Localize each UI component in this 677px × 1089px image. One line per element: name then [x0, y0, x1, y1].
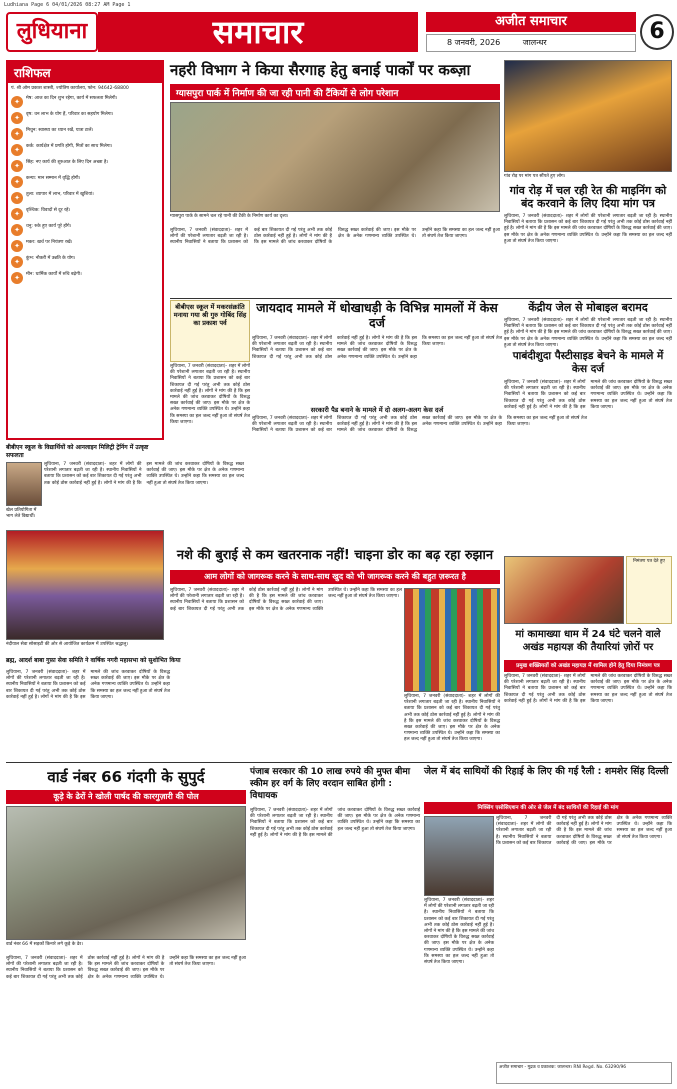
imprint-box	[496, 1062, 672, 1084]
rashifal-box	[6, 60, 164, 440]
masthead	[6, 12, 672, 54]
story5-body: लुधियाना, 7 जनवरी (संवाददाता)- शहर में लोगों की परेशानी लगातार बढ़ती जा रही है। स्थानीय निवासियों ने बताया कि प्रशासन को कई बार शिकायत दी गई परंतु अभी तक कोई ठोस कार्रवाई नहीं हुई है। लोगों ने मांग की है कि इस मामले की जांच करवाकर दोषियों के विरुद्ध सख्त कार्रवाई की जाए। इस मौके पर क्षेत्र के अनेक गणमान्य व्यक्ति उपस्थित थे। उन्होंने कहा कि समस्या का हल जल्द नहीं हुआ तो संघर्ष तेज किया जाएगा।	[504, 674, 672, 704]
meeting-photo	[504, 60, 672, 172]
rashifal-item-text: कर्क: कार्यक्षेत्र में प्रगति होगी, मित्रों का साथ मिलेगा।	[26, 144, 113, 149]
rashifal-item	[11, 144, 159, 156]
story1-subhead: ग्यासपुरा पार्क में निर्माण की जा रही पानी की टैंकियों से लोग परेशान	[170, 84, 500, 100]
rashifal-item-text: मिथुन: स्वास्थ्य का ध्यान रखें, यात्रा टालें।	[26, 128, 94, 133]
masthead-brand-block	[426, 12, 672, 54]
rashifal-intro: पं. श्री ओम प्रकाश शास्त्री, ज्योतिष कार्यालय, फोन: 94642-68800	[11, 86, 129, 91]
right-top-headline: गांव रोड़ में चल रही रेत की माइनिंग को बंद करवाने के लिए दिया मांग पत्र	[509, 184, 667, 210]
zodiac-icon: ✦	[11, 160, 23, 172]
story6-body: लुधियाना, 7 जनवरी (संवाददाता)- शहर में लोगों की परेशानी लगातार बढ़ती जा रही है। स्थानीय निवासियों ने बताया कि प्रशासन को कई बार शिकायत दी गई परंतु अभी तक कोई ठोस कार्रवाई नहीं हुई है। लोगों ने मांग की है कि इस मामले की जांच करवाकर दोषियों के विरुद्ध सख्त कार्रवाई की जाए। इस मौके पर क्षेत्र के अनेक गणमान्य व्यक्ति उपस्थित थे। उन्होंने कहा कि समस्या का हल जल्द नहीं हुआ तो संघर्ष तेज किया जाएगा।	[6, 956, 246, 980]
rashifal-item-text: वृष: धन लाभ के योग हैं, परिवार का सहयोग मिलेगा।	[26, 112, 114, 117]
right-top-headline2: केंद्रीय जेल से मोबाइल बरामद	[528, 301, 648, 314]
zodiac-icon: ✦	[11, 96, 23, 108]
story4-body: लुधियाना, 7 जनवरी (संवाददाता)- शहर में लोगों की परेशानी लगातार बढ़ती जा रही है। स्थानीय निवासियों ने बताया कि प्रशासन को कई बार शिकायत दी गई परंतु अभी तक कोई ठोस कार्रवाई नहीं हुई है। लोगों ने मांग की है कि इस मामले की जांच करवाकर दोषियों के विरुद्ध सख्त कार्रवाई की जाए। इस मौके पर क्षेत्र के अनेक गणमान्य व्यक्ति उपस्थित थे। उन्होंने कहा कि समस्या का हल जल्द नहीं हुआ तो संघर्ष तेज किया जाएगा।	[170, 588, 402, 612]
story4-headline: नशे की बुराई से कम खतरनाक नहीं! चाइना डोर का बढ़ रहा रुझान	[176, 548, 494, 563]
rashifal-item-text: सिंह: नए कार्य की शुरुआत के लिए दिन अच्छा है।	[26, 160, 109, 165]
zodiac-icon: ✦	[11, 256, 23, 268]
date-text: 8 जनवरी, 2026	[447, 38, 501, 47]
masthead-section-title: समाचार	[98, 12, 418, 52]
story8-subhead: मिक्सिंग एसोसिएशन की ओर से जेल में बंद साथियों की रिहाई की मांग	[424, 802, 672, 814]
rashifal-list	[11, 96, 159, 284]
story6-subhead: कूड़े के ढेरों ने खोली पार्षद की कारगुज़ारी की पोल	[6, 790, 246, 804]
zodiac-icon: ✦	[11, 112, 23, 124]
zodiac-icon: ✦	[11, 272, 23, 284]
page-topline: Ludhiana Page 6 04/01/2026 08:27 AM Page 1	[4, 2, 131, 8]
crowd-photo-caption: नंदीयाल सेवा सोसाइटी की ओर से आयोजित कार्यक्रम में उपस्थित श्रद्धालु।	[6, 642, 129, 647]
rashifal-item-text: मीन: धार्मिक कार्यों में रुचि बढ़ेगी।	[26, 272, 82, 277]
rashifal-item	[11, 256, 159, 268]
imprint-text: अजीत समाचार - मुद्रक व प्रकाशक: जालन्धर। RNI Regd. No. 63290/96	[499, 1065, 627, 1070]
story2-headline: जायदाद मामले में धोखाधड़ी के विभिन्न मामलों में केस दर्ज	[256, 300, 498, 330]
zodiac-icon: ✦	[11, 144, 23, 156]
garbage-photo-caption: वार्ड नंबर 66 में सड़कों किनारे लगे कूड़े के ढेर।	[6, 942, 84, 947]
rashifal-item	[11, 192, 159, 204]
left-mid-headline: बीबीएन स्कूल के विद्यार्थियों को आनलाइन मिलिट्री ट्रेनिंग में उत्कृष्ट सफलता	[6, 444, 149, 459]
rashifal-item	[11, 112, 159, 124]
rashifal-item-text: कुंभ: नौकरी में उन्नति के योग।	[26, 256, 76, 261]
rashifal-item-text: तुला: व्यापार में लाभ, परिवार में खुशियां।	[26, 192, 94, 197]
china-door-photo	[404, 588, 500, 692]
rashifal-item-text: मेष: आज का दिन शुभ रहेगा, कार्य में सफलता मिलेगी।	[26, 96, 118, 101]
crowd-body: लुधियाना, 7 जनवरी (संवाददाता)- शहर में लोगों की परेशानी लगातार बढ़ती जा रही है। स्थानीय निवासियों ने बताया कि प्रशासन को कई बार शिकायत दी गई परंतु अभी तक कोई ठोस कार्रवाई नहीं हुई है। लोगों ने मांग की है कि इस मामले की जांच करवाकर दोषियों के विरुद्ध सख्त कार्रवाई की जाए। इस मौके पर क्षेत्र के अनेक गणमान्य व्यक्ति उपस्थित थे। उन्होंने कहा कि समस्या का हल जल्द नहीं हुआ तो संघर्ष तेज किया जाएगा।	[6, 670, 170, 700]
invitation-photo	[504, 556, 624, 624]
story7-headline: पंजाब सरकार की 10 लाख रुपये की मुफ्त बीमा स्कीम हर वर्ग के लिए वरदान साबित होगी : विधायक	[250, 767, 411, 801]
story2-body2: लुधियाना, 7 जनवरी (संवाददाता)- शहर में लोगों की परेशानी लगातार बढ़ती जा रही है। स्थानीय निवासियों ने बताया कि प्रशासन को कई बार शिकायत दी गई परंतु अभी तक कोई ठोस कार्रवाई नहीं हुई है। लोगों ने मांग की है कि इस मामले की जांच करवाकर दोषियों के विरुद्ध सख्त कार्रवाई की जाए। इस मौके पर क्षेत्र के अनेक गणमान्य व्यक्ति उपस्थित थे। उन्होंने कहा कि समस्या का हल जल्द नहीं हुआ तो संघर्ष तेज किया जाएगा।	[252, 416, 587, 434]
rashifal-item-text: कन्या: मान सम्मान में वृद्धि होगी।	[26, 176, 81, 181]
student-photo	[6, 462, 42, 506]
story8-headline: जेल में बंद साथियों की रिहाई के लिए की गई रैली : शमशेर सिंह दिल्ली	[424, 766, 669, 777]
story1-body: लुधियाना, 7 जनवरी (संवाददाता)- शहर में लोगों की परेशानी लगातार बढ़ती जा रही है। स्थानीय निवासियों ने बताया कि प्रशासन को कई बार शिकायत दी गई परंतु अभी तक कोई ठोस कार्रवाई नहीं हुई है। लोगों ने मांग की है कि इस मामले की जांच करवाकर दोषियों के विरुद्ध सख्त कार्रवाई की जाए। इस मौके पर क्षेत्र के अनेक गणमान्य व्यक्ति उपस्थित थे। उन्होंने कहा कि समस्या का हल जल्द नहीं हुआ तो संघर्ष तेज किया जाएगा।	[170, 228, 500, 246]
story8-body: लुधियाना, 7 जनवरी (संवाददाता)- शहर में लोगों की परेशानी लगातार बढ़ती जा रही है। स्थानीय निवासियों ने बताया कि प्रशासन को कई बार शिकायत दी गई परंतु अभी तक कोई ठोस कार्रवाई नहीं हुई है। लोगों ने मांग की है कि इस मामले की जांच करवाकर दोषियों के विरुद्ध सख्त कार्रवाई की जाए। इस मौके पर क्षेत्र के अनेक गणमान्य व्यक्ति उपस्थित थे। उन्होंने कहा कि समस्या का हल जल्द नहीं हुआ तो संघर्ष तेज किया जाएगा।	[496, 816, 672, 846]
rashifal-item	[11, 128, 159, 140]
story6-headline: वार्ड नंबर 66 गंदगी के सुपुर्द	[47, 768, 205, 786]
story3-headline: पाबंदीशुदा पैस्टीसाइड बेचने के मामले में केस दर्ज	[512, 350, 664, 375]
story3-body: लुधियाना, 7 जनवरी (संवाददाता)- शहर में लोगों की परेशानी लगातार बढ़ती जा रही है। स्थानीय निवासियों ने बताया कि प्रशासन को कई बार शिकायत दी गई परंतु अभी तक कोई ठोस कार्रवाई नहीं हुई है। लोगों ने मांग की है कि इस मामले की जांच करवाकर दोषियों के विरुद्ध सख्त कार्रवाई की जाए। इस मौके पर क्षेत्र के अनेक गणमान्य व्यक्ति उपस्थित थे। उन्होंने कहा कि समस्या का हल जल्द नहीं हुआ तो संघर्ष तेज किया जाएगा।	[504, 380, 672, 410]
rashifal-item	[11, 176, 159, 188]
right-top-body2: लुधियाना, 7 जनवरी (संवाददाता)- शहर में लोगों की परेशानी लगातार बढ़ती जा रही है। स्थानीय निवासियों ने बताया कि प्रशासन को कई बार शिकायत दी गई परंतु अभी तक कोई ठोस कार्रवाई नहीं हुई है। लोगों ने मांग की है कि इस मामले की जांच करवाकर दोषियों के विरुद्ध सख्त कार्रवाई की जाए। इस मौके पर क्षेत्र के अनेक गणमान्य व्यक्ति उपस्थित थे। उन्होंने कहा कि समस्या का हल जल्द नहीं हुआ तो संघर्ष तेज किया जाएगा।	[504, 318, 672, 348]
right-top-body: लुधियाना, 7 जनवरी (संवाददाता)- शहर में लोगों की परेशानी लगातार बढ़ती जा रही है। स्थानीय निवासियों ने बताया कि प्रशासन को कई बार शिकायत दी गई परंतु अभी तक कोई ठोस कार्रवाई नहीं हुई है। लोगों ने मांग की है कि इस मामले की जांच करवाकर दोषियों के विरुद्ध सख्त कार्रवाई की जाए। इस मौके पर क्षेत्र के अनेक गणमान्य व्यक्ति उपस्थित थे। उन्होंने कहा कि समस्या का हल जल्द नहीं हुआ तो संघर्ष तेज किया जाएगा।	[504, 214, 672, 244]
rashifal-title: राशिफल	[8, 62, 162, 83]
story5-subhead: प्रमुख शख्सियतों को अखंड महायज्ञ में शामिल होने हेतु दिया निमंत्रण पत्र	[504, 660, 672, 672]
masthead-city-title: लुधियाना	[6, 12, 98, 52]
park-photo	[170, 102, 500, 212]
rally-photo	[424, 816, 494, 896]
rashifal-item	[11, 96, 159, 108]
edition-date	[426, 34, 636, 52]
rashifal-item-text: मकर: खर्च पर नियंत्रण रखें।	[26, 240, 73, 245]
rashifal-item	[11, 224, 159, 236]
rashifal-item-text: वृश्चिक: विवादों से दूर रहें।	[26, 208, 71, 213]
rashifal-item-text: धनु: रुके हुए कार्य पूरे होंगे।	[26, 224, 72, 229]
park-photo-caption: ग्यासपुरा पार्क के सामने चल रहे पानी की टैंकी के निर्माण कार्य का दृश्य।	[170, 214, 289, 219]
small-story-headline: बीबीएस स्कूल में मकरसंक्रांति मनाया गया श्री गुरु गोबिंद सिंह का प्रकाश पर्व	[173, 303, 247, 327]
zodiac-icon: ✦	[11, 176, 23, 188]
invitation-notice: निमंत्रण पत्र देते हुए	[633, 559, 665, 564]
divider	[170, 298, 672, 299]
zodiac-icon: ✦	[11, 224, 23, 236]
rashifal-item	[11, 160, 159, 172]
page-number: 6	[640, 14, 674, 50]
story5-headline: मां कामाख्या धाम में 24 घंटे चलने वाले अखंड महायज्ञ की तैयारियां ज़ोरों पर	[515, 629, 661, 653]
crowd-headline: ब्रह्म, आदर्श बाबा गुफ़ा सेवा समिति ने वार्षिक नगरी महासभा को सुशोभित किया	[6, 657, 181, 664]
small-story-box	[170, 300, 250, 362]
rashifal-item	[11, 208, 159, 220]
story4-body2: लुधियाना, 7 जनवरी (संवाददाता)- शहर में लोगों की परेशानी लगातार बढ़ती जा रही है। स्थानीय निवासियों ने बताया कि प्रशासन को कई बार शिकायत दी गई परंतु अभी तक कोई ठोस कार्रवाई नहीं हुई है। लोगों ने मांग की है कि इस मामले की जांच करवाकर दोषियों के विरुद्ध सख्त कार्रवाई की जाए। इस मौके पर क्षेत्र के अनेक गणमान्य व्यक्ति उपस्थित थे। उन्होंने कहा कि समस्या का हल जल्द नहीं हुआ तो संघर्ष तेज किया जाएगा।	[404, 694, 500, 743]
story7-body: लुधियाना, 7 जनवरी (संवाददाता)- शहर में लोगों की परेशानी लगातार बढ़ती जा रही है। स्थानीय निवासियों ने बताया कि प्रशासन को कई बार शिकायत दी गई परंतु अभी तक कोई ठोस कार्रवाई नहीं हुई है। लोगों ने मांग की है कि इस मामले की जांच करवाकर दोषियों के विरुद्ध सख्त कार्रवाई की जाए। इस मौके पर क्षेत्र के अनेक गणमान्य व्यक्ति उपस्थित थे। उन्होंने कहा कि समस्या का हल जल्द नहीं हुआ तो संघर्ष तेज किया जाएगा।	[250, 808, 420, 838]
story8-body2: लुधियाना, 7 जनवरी (संवाददाता)- शहर में लोगों की परेशानी लगातार बढ़ती जा रही है। स्थानीय निवासियों ने बताया कि प्रशासन को कई बार शिकायत दी गई परंतु अभी तक कोई ठोस कार्रवाई नहीं हुई है। लोगों ने मांग की है कि इस मामले की जांच करवाकर दोषियों के विरुद्ध सख्त कार्रवाई की जाए। इस मौके पर क्षेत्र के अनेक गणमान्य व्यक्ति उपस्थित थे। उन्होंने कहा कि समस्या का हल जल्द नहीं हुआ तो संघर्ष तेज किया जाएगा।	[424, 898, 495, 966]
zodiac-icon: ✦	[11, 240, 23, 252]
story2-subhead: सरकारी पैड बनाने के मामले में दो अलग-अलग केस दर्ज	[310, 406, 444, 414]
edition-city: जालन्धर	[522, 38, 547, 47]
rashifal-item	[11, 240, 159, 252]
small-story-body: लुधियाना, 7 जनवरी (संवाददाता)- शहर में लोगों की परेशानी लगातार बढ़ती जा रही है। स्थानीय निवासियों ने बताया कि प्रशासन को कई बार शिकायत दी गई परंतु अभी तक कोई ठोस कार्रवाई नहीं हुई है। लोगों ने मांग की है कि इस मामले की जांच करवाकर दोषियों के विरुद्ध सख्त कार्रवाई की जाए। इस मौके पर क्षेत्र के अनेक गणमान्य व्यक्ति उपस्थित थे। उन्होंने कहा कि समस्या का हल जल्द नहीं हुआ तो संघर्ष तेज किया जाएगा।	[170, 364, 250, 425]
invitation-notice-box	[626, 556, 672, 624]
story4-subhead: आम लोगों को जागरूक करने के साथ-साथ खुद को भी जागरूक करने की बहुत ज़रूरत है	[170, 570, 500, 584]
crowd-photo	[6, 530, 164, 640]
meeting-photo-caption: गांव रोड़ पर मांग पत्र सौंपते हुए लोग।	[504, 174, 566, 179]
garbage-photo	[6, 806, 246, 940]
zodiac-icon: ✦	[11, 192, 23, 204]
story1-headline: नहरी विभाग ने किया सैरगाह हेतु बनाई पार्कों पर कब्ज़ा	[170, 61, 471, 79]
rashifal-item	[11, 272, 159, 284]
divider	[6, 762, 672, 763]
story2-body: लुधियाना, 7 जनवरी (संवाददाता)- शहर में लोगों की परेशानी लगातार बढ़ती जा रही है। स्थानीय निवासियों ने बताया कि प्रशासन को कई बार शिकायत दी गई परंतु अभी तक कोई ठोस कार्रवाई नहीं हुई है। लोगों ने मांग की है कि इस मामले की जांच करवाकर दोषियों के विरुद्ध सख्त कार्रवाई की जाए। इस मौके पर क्षेत्र के अनेक गणमान्य व्यक्ति उपस्थित थे। उन्होंने कहा कि समस्या का हल जल्द नहीं हुआ तो संघर्ष तेज किया जाएगा।	[252, 336, 502, 360]
left-mid-body: लुधियाना, 7 जनवरी (संवाददाता)- शहर में लोगों की परेशानी लगातार बढ़ती जा रही है। स्थानीय निवासियों ने बताया कि प्रशासन को कई बार शिकायत दी गई परंतु अभी तक कोई ठोस कार्रवाई नहीं हुई है। लोगों ने मांग की है कि इस मामले की जांच करवाकर दोषियों के विरुद्ध सख्त कार्रवाई की जाए। इस मौके पर क्षेत्र के अनेक गणमान्य व्यक्ति उपस्थित थे। उन्होंने कहा कि समस्या का हल जल्द नहीं हुआ तो संघर्ष तेज किया जाएगा।	[44, 462, 244, 486]
zodiac-icon: ✦	[11, 128, 23, 140]
zodiac-icon: ✦	[11, 208, 23, 220]
rashifal-body	[8, 83, 162, 291]
newspaper-brand: अजीत समाचार	[426, 12, 636, 32]
left-mid-caption: खेल प्रतियोगिता में भाग लेते विद्यार्थी।	[6, 508, 37, 519]
